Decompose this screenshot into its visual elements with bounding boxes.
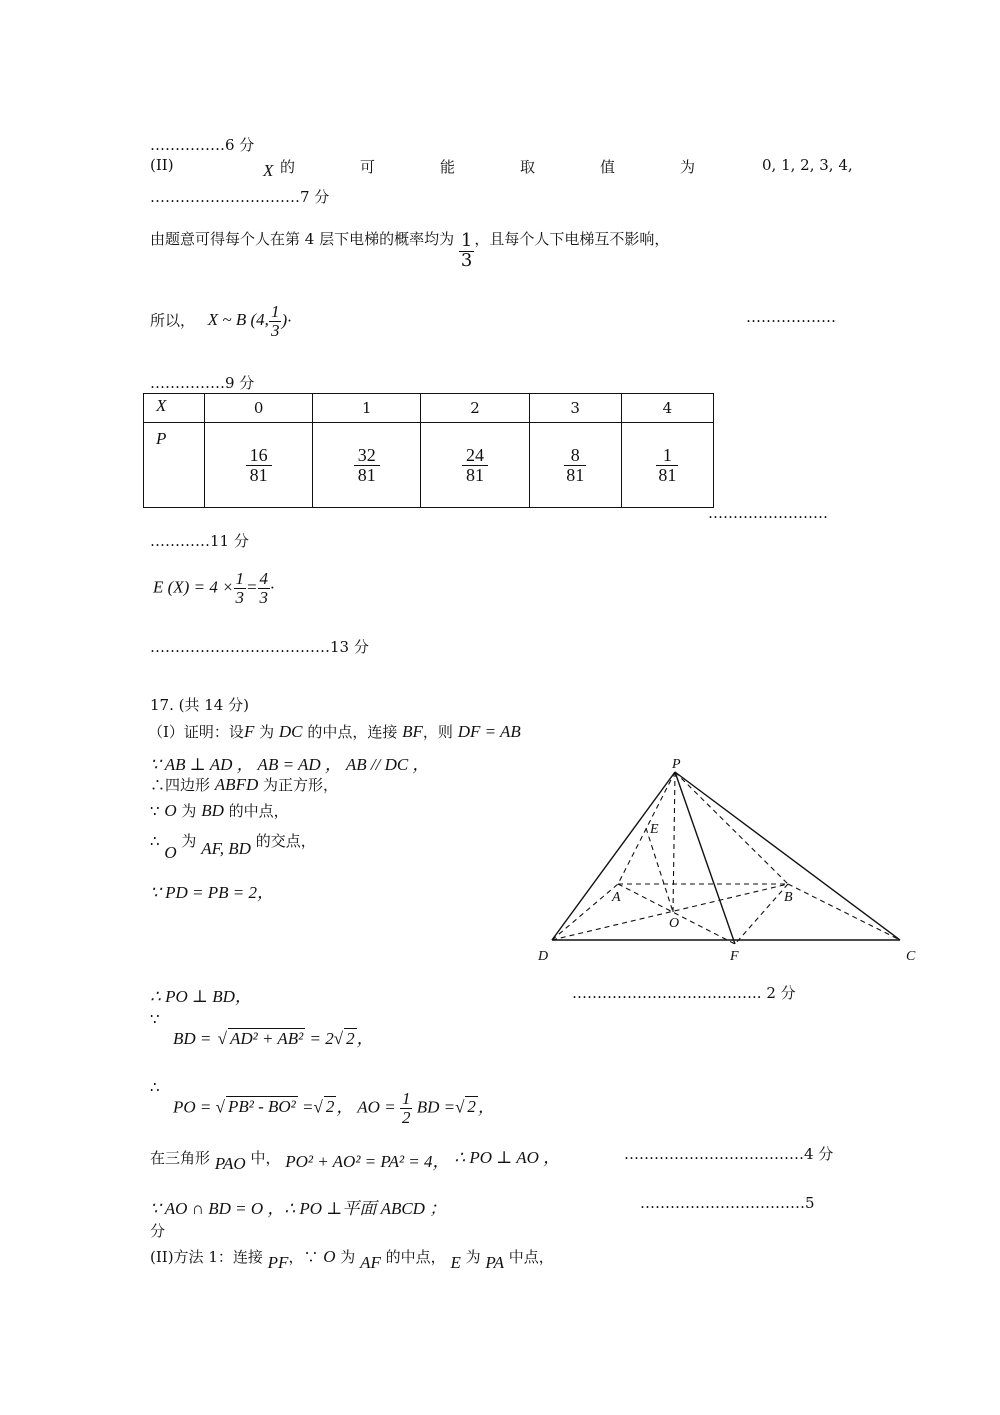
- edge-PO: [673, 772, 675, 912]
- part-ii-label: (II): [150, 156, 174, 174]
- fraction-one-third: [459, 232, 474, 271]
- score-text: 7 分: [300, 188, 330, 206]
- text: 为: [181, 802, 197, 820]
- frac-num: 4: [259, 569, 269, 588]
- var-PF: PF: [267, 1253, 289, 1272]
- values-list: 0, 1, 2, 3, 4,: [762, 156, 853, 174]
- bd-term: BD =: [416, 1097, 456, 1117]
- score-line-7: [150, 186, 329, 207]
- frac-den: 81: [249, 464, 268, 485]
- word-wei: 为: [680, 158, 696, 176]
- table-cell: [529, 423, 621, 508]
- frac-den: 3: [259, 587, 269, 607]
- fraction-one-half: [400, 1090, 413, 1127]
- var-BF: BF: [402, 722, 423, 741]
- score-line-2: [572, 982, 796, 1003]
- eq-lhs: BD =: [173, 1029, 212, 1048]
- word-qu: 取: [520, 158, 536, 176]
- label-B: B: [784, 890, 793, 905]
- frac-num: 1: [235, 569, 245, 588]
- label-C: C: [906, 949, 916, 964]
- text: (II)方法 1：连接: [150, 1248, 263, 1266]
- period-dot: ·: [270, 578, 275, 597]
- expectation-lhs: E (X) = 4 ×: [153, 577, 234, 597]
- text: 为: [259, 723, 275, 741]
- sqrt-sign: √: [313, 1097, 323, 1117]
- q17-header: 17. (共 14 分): [150, 696, 249, 714]
- radicand: 2: [346, 1029, 355, 1048]
- table-cell: 2: [421, 394, 529, 423]
- fraction-four-thirds: [258, 570, 271, 607]
- table-cell: 0: [205, 394, 313, 423]
- frac-num: 1: [656, 446, 678, 466]
- q17-proof-line-4: [150, 800, 289, 821]
- q17-part-ii-line: [150, 1246, 554, 1272]
- table-cell: 1: [313, 394, 421, 423]
- var-DC: DC: [278, 722, 303, 741]
- var-AF-BD: AF, BD: [201, 839, 251, 858]
- sqrt-sign: √: [217, 1029, 227, 1048]
- binomial-expr: X ~ B (4,: [207, 310, 269, 330]
- prob-fraction: [246, 446, 272, 485]
- frac-den: 3: [235, 587, 245, 607]
- table-prob-row: [144, 423, 714, 508]
- leader-dots-right: ……………………: [708, 504, 828, 522]
- leader-dots: ………………………………: [624, 1145, 804, 1163]
- text: 为: [340, 1248, 356, 1266]
- edge-DA: [552, 884, 618, 940]
- po-equation: [173, 1090, 495, 1127]
- word-ke: 可: [360, 158, 376, 176]
- fraction-one-third: [269, 303, 282, 340]
- frac-den: 3: [270, 320, 280, 340]
- frac-num: 1: [270, 302, 280, 321]
- var-BD: BD: [201, 801, 224, 820]
- ao-lhs: ， AO =: [336, 1097, 396, 1117]
- var-O: O: [164, 801, 177, 820]
- text: 为正方形，: [263, 776, 339, 794]
- var-E: E: [450, 1253, 461, 1272]
- row-label: P: [144, 423, 205, 508]
- score-text: 11 分: [210, 532, 249, 550]
- q17-proof-line-6: ∵ PD = PB = 2，: [150, 883, 274, 902]
- frac-den: 81: [658, 464, 677, 485]
- label-O: O: [669, 916, 680, 931]
- pythag-equation: PO² + AO² = PA² = 4，: [285, 1152, 450, 1171]
- score-line-13: [150, 636, 369, 657]
- text: 中，: [250, 1149, 281, 1167]
- word-zhi: 值: [600, 158, 616, 176]
- word-de: 的: [280, 158, 296, 176]
- text: （Ⅰ）证明：设: [148, 723, 244, 741]
- frac-den: 81: [357, 464, 376, 485]
- table-cell: [313, 423, 421, 508]
- prob-fraction: [462, 446, 488, 485]
- q17-proof-line-1: [148, 721, 521, 742]
- text: 的中点，: [228, 802, 289, 820]
- period-dot: ·: [287, 311, 292, 330]
- expectation-line: [153, 570, 275, 607]
- text: 为: [465, 1248, 481, 1266]
- bd-equation: [173, 1024, 374, 1049]
- eq-rhs: = 2: [309, 1029, 334, 1048]
- sqrt-sign: √: [455, 1097, 465, 1117]
- var-ABFD: ABFD: [214, 775, 259, 794]
- table-cell: [421, 423, 529, 508]
- perp-conclusion: ∴ PO ⊥ AO ，: [454, 1148, 561, 1167]
- text: 在三角形: [150, 1149, 211, 1167]
- edge-BC: [788, 884, 900, 940]
- sqrt-sign: √: [215, 1097, 225, 1117]
- score-unit: 分: [150, 1222, 166, 1240]
- frac-num: 8: [564, 446, 586, 466]
- eq-DF-AB: DF = AB: [457, 722, 521, 741]
- because-symbol: ∵: [150, 1010, 160, 1028]
- frac-num: 1: [401, 1089, 411, 1108]
- text: 的中点，连接: [307, 723, 398, 741]
- radicand: 2: [325, 1097, 335, 1117]
- edge-PD: [552, 772, 675, 940]
- radicand: 2: [467, 1097, 476, 1117]
- var-AF: AF: [360, 1253, 381, 1272]
- frac-den: 3: [460, 250, 473, 271]
- score-text: 6 分: [225, 136, 255, 154]
- q17-proof-line-3: [150, 774, 338, 795]
- score-text: 13 分: [330, 638, 369, 656]
- so-text: 所以，: [150, 311, 196, 330]
- leader-dots: …………………………: [150, 188, 300, 206]
- text: 的交点，: [255, 832, 316, 850]
- word-neng: 能: [440, 158, 456, 176]
- sqrt-sign: √: [333, 1029, 344, 1048]
- q17-proof-line-7: ∴ PO ⊥ BD，: [150, 987, 252, 1006]
- label-D: D: [538, 949, 549, 964]
- frac-den: 2: [401, 1107, 411, 1127]
- score-text: . 2 分: [756, 984, 796, 1002]
- frac-den: 81: [466, 464, 484, 485]
- statement-text-2: ，且每个人下电梯互不影响，: [474, 230, 670, 248]
- score-line-11: [150, 530, 249, 551]
- probability-statement: [150, 228, 669, 271]
- equals: =: [246, 577, 258, 597]
- prob-fraction: [656, 446, 678, 485]
- statement-text: 由题意可得每个人在第 4 层下电梯的概率均为: [150, 230, 455, 248]
- frac-num: 24: [462, 446, 488, 466]
- edge-PC: [675, 772, 900, 940]
- leader-dots: …………: [150, 532, 210, 550]
- equals: =: [302, 1097, 314, 1117]
- var-X: X: [263, 161, 274, 180]
- fraction-one-third: [234, 570, 247, 607]
- therefore-symbol: ∴: [150, 832, 160, 850]
- text: 的中点，: [385, 1248, 446, 1266]
- score-text: 5: [805, 1194, 815, 1212]
- leader-dots: ……………………………: [640, 1194, 805, 1212]
- q17-proof-line-11: ∵ AO ∩ BD = O ，∴ PO ⊥平面 ABCD ；: [150, 1199, 447, 1218]
- eq-lhs: PO =: [173, 1097, 212, 1117]
- label-P: P: [672, 757, 681, 772]
- leader-dots: ………………………………: [150, 638, 330, 656]
- label-F: F: [730, 949, 739, 964]
- text: 为: [181, 832, 197, 850]
- table-header-row: [144, 394, 714, 423]
- close-paren: ): [281, 310, 288, 330]
- therefore-symbol: ∴: [150, 1078, 160, 1096]
- score-text: 4 分: [804, 1145, 834, 1163]
- q17-proof-line-2: ∵ AB ⊥ AD ， AB = AD ， AB // DC ，: [150, 755, 430, 774]
- table-cell: 4: [621, 394, 713, 423]
- q17-proof-line-10: [150, 1143, 561, 1173]
- var-PAO: PAO: [214, 1154, 246, 1173]
- text: ，则: [422, 723, 453, 741]
- frac-num: 32: [354, 446, 380, 466]
- because-symbol: ∵: [150, 802, 160, 820]
- score-line-9: [150, 372, 254, 393]
- table-cell: 3: [529, 394, 621, 423]
- leader-dots: ……………: [150, 136, 225, 154]
- label-E: E: [650, 822, 659, 837]
- var-F: F: [243, 722, 255, 741]
- radicand: PB² - BO²: [227, 1097, 296, 1117]
- frac-den: 81: [566, 464, 585, 485]
- comma: ，: [477, 1097, 495, 1117]
- score-line-5: [640, 1194, 815, 1212]
- binomial-line: [150, 303, 292, 340]
- radicand: AD² + AB²: [229, 1029, 304, 1048]
- pyramid-figure: [530, 750, 930, 970]
- var-O: O: [164, 843, 177, 862]
- leader-dots-right: ………………: [746, 308, 836, 326]
- leader-dots: ……………………………….: [572, 984, 757, 1002]
- table-cell: [205, 423, 313, 508]
- distribution-table: [143, 393, 714, 508]
- edge-BF: [735, 884, 788, 944]
- text: ∴四边形: [150, 776, 211, 794]
- prob-fraction: [564, 446, 586, 485]
- comma: ，: [356, 1029, 374, 1048]
- score-line-4: [624, 1143, 833, 1164]
- text: ，∵: [288, 1248, 319, 1266]
- seg-EO: [646, 828, 673, 912]
- frac-num: 16: [246, 446, 272, 466]
- label-A: A: [612, 890, 621, 905]
- var-O: O: [323, 1247, 336, 1266]
- table-cell: [621, 423, 713, 508]
- text: 中点，: [508, 1248, 554, 1266]
- header-label: X: [144, 394, 205, 423]
- q17-proof-line-5: [150, 830, 316, 862]
- score-text: 9 分: [225, 374, 255, 392]
- score-line-6: [150, 134, 254, 155]
- edge-PB: [675, 772, 788, 884]
- frac-num: 1: [460, 230, 473, 252]
- var-PA: PA: [485, 1253, 504, 1272]
- leader-dots: ……………: [150, 374, 225, 392]
- prob-fraction: [354, 446, 380, 485]
